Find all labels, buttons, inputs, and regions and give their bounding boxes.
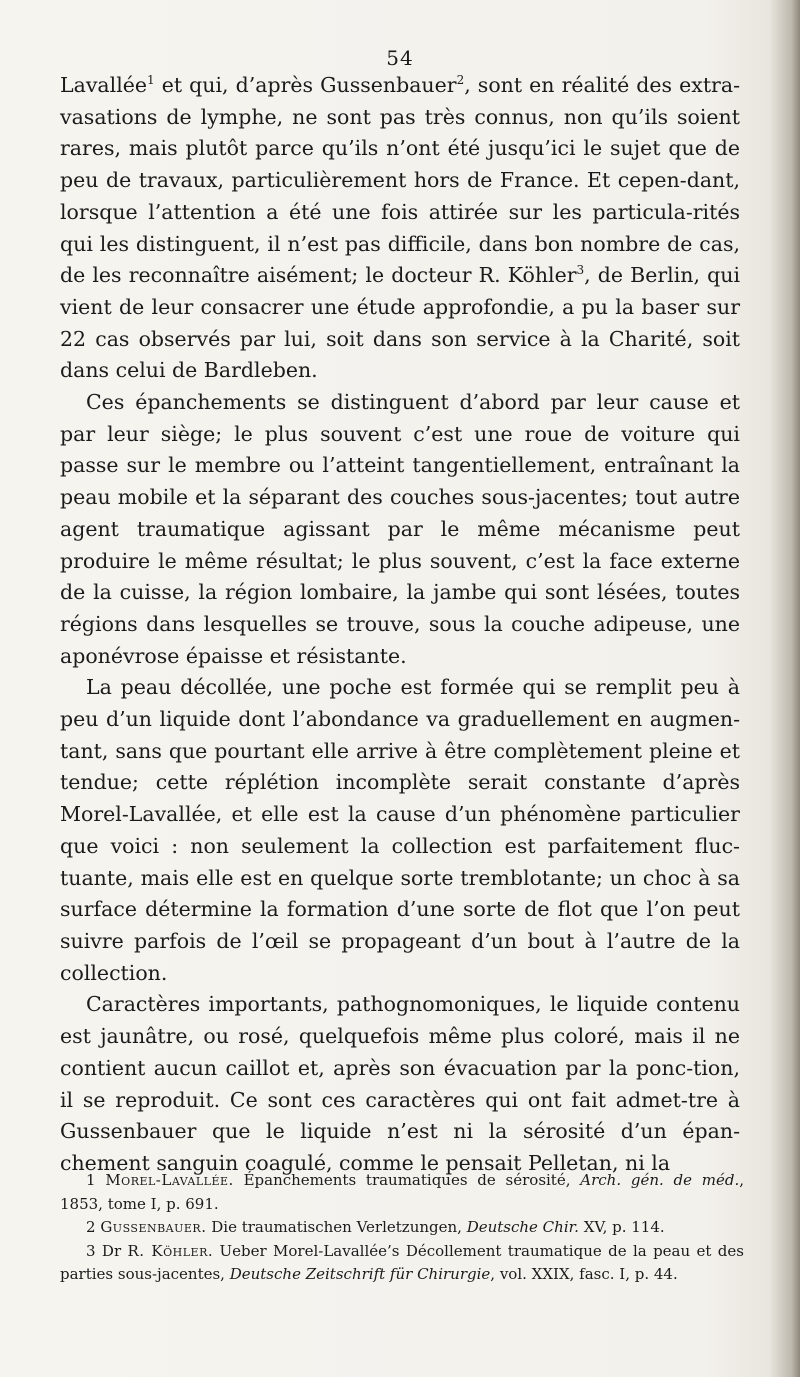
journal-title: Deutsche Zeitschrift für Chirurgie bbox=[229, 1265, 491, 1283]
footnote bbox=[60, 1240, 744, 1287]
footnote-author: Gussenbauer. bbox=[100, 1218, 207, 1236]
text-run: Épanchements traumatiques de sérosité, bbox=[233, 1171, 581, 1189]
paragraph bbox=[60, 672, 740, 989]
text-run: , 1853, tome I, p. 691. bbox=[60, 1171, 744, 1213]
footnote-number: 3 Dr bbox=[86, 1241, 128, 1260]
body-text bbox=[60, 70, 740, 1180]
footnote-ref: 3 bbox=[576, 263, 585, 278]
footnote-author: Morel-Lavallée. bbox=[105, 1171, 234, 1189]
page-number: 54 bbox=[386, 46, 414, 70]
footnote-number: 2 bbox=[86, 1218, 101, 1236]
text-run: Ces épanchements se distinguent d’abord par leur cause et par leur siège; le plus souvent c’est une roue de voiture qui passe sur le membre ou l’atteint tangentiellement, entraînant la peau mobile et la séparant des couches sous-jacentes; tout autre agent traumatique agissant par le même mécanisme peut produire le même résultat; le plus souvent, c’est la face externe de la cuisse, la région lombaire, la jambe qui sont lésées, toutes régions dans lesquelles se trouve, sous la couche adipeuse, une aponévrose épaisse et résistante. bbox=[60, 390, 740, 668]
footnote-number: 1 bbox=[86, 1171, 106, 1189]
text-run: Lavallée bbox=[60, 73, 148, 97]
text-run: Ueber Morel-Lavallée’s Décollement traumatique de la peau et des parties sous-jacentes, bbox=[60, 1241, 744, 1283]
text-run: Caractères importants, pathognomoniques, le liquide contenu est jaunâtre, ou rosé, quelquefois même plus coloré, mais il ne contient aucun caillot et, après son évacuation par la ponc-tion, il se reproduit. Ce sont ces caractères qui ont fait admet-tre à Gussenbauer que le liquide n’est ni la sérosité d’un épan-chement sanguin coagulé, comme le pensait Pelletan, ni la bbox=[60, 992, 740, 1175]
paragraph bbox=[60, 989, 740, 1179]
text-run: XV, p. 114. bbox=[578, 1218, 665, 1236]
paragraph bbox=[60, 70, 740, 387]
text-run: Die traumatischen Verletzungen, bbox=[206, 1218, 467, 1236]
footnote bbox=[60, 1169, 744, 1216]
text-run: , vol. XXIX, fasc. I, p. 44. bbox=[490, 1265, 678, 1283]
text-run: , de Berlin, qui vient de leur consacrer une étude approfondie, a pu la baser sur 22 cas observés par lui, soit dans son service à la Charité, soit dans celui de Bardleben. bbox=[60, 263, 740, 383]
journal-title: Arch. gén. de méd. bbox=[580, 1171, 740, 1189]
page-edge-shadow bbox=[770, 0, 800, 1377]
footnotes bbox=[60, 1169, 744, 1287]
footnote-author: R. Köhler. bbox=[127, 1241, 214, 1260]
footnote-ref: 1 bbox=[147, 73, 155, 88]
text-run: et qui, d’après Gussenbauer bbox=[154, 73, 457, 97]
journal-title: Deutsche Chir. bbox=[466, 1218, 579, 1236]
text-run: La peau décollée, une poche est formée qui se remplit peu à peu d’un liquide dont l’abondance va graduellement en augmen-tant, sans que pourtant elle arrive à être complètement pleine et tendue; cette réplétion incomplète serait constante d’après Morel-Lavallée, et elle est la cause d’un phénomène particulier que voici : non seulement la collection est parfaitement fluc-tuante, mais elle est en quelque sorte tremblotante; un choc à sa surface détermine la formation d’une sorte de flot que l’on peut suivre parfois de l’œil se propageant d’un bout à l’autre de la collection. bbox=[60, 675, 740, 985]
footnote bbox=[60, 1216, 744, 1240]
footnote-ref: 2 bbox=[456, 73, 465, 88]
paragraph bbox=[60, 387, 740, 672]
text-run: , sont en réalité des extra-vasations de lymphe, ne sont pas très connus, non qu’ils soient rares, mais plutôt parce qu’ils n’ont été jusqu’ici le sujet que de peu de travaux, particulièrement hors de France. Et cepen-dant, lorsque l’attention a été une fois attirée sur les particula-rités qui les distinguent, il n’est pas difficile, dans bon nombre de cas, de les reconnaître aisément; le docteur R. Köhler bbox=[60, 73, 741, 288]
